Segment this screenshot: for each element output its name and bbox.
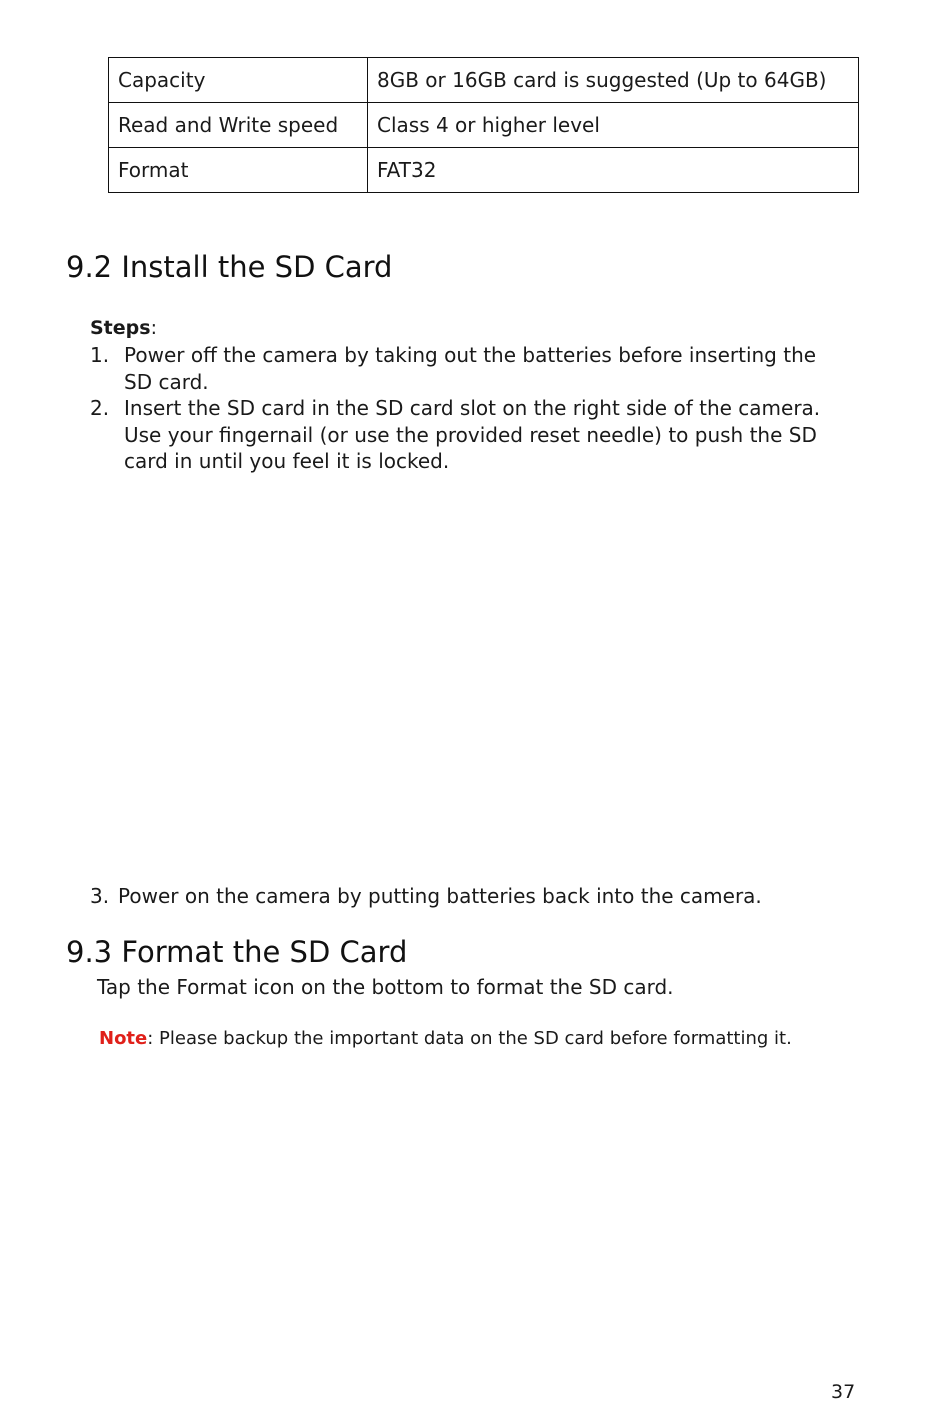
table-cell-label: Format <box>109 148 368 193</box>
step-text: Power off the camera by taking out the batteries before inserting the SD card. <box>124 343 817 394</box>
table-cell-label: Capacity <box>109 58 368 103</box>
section-heading-format: 9.3 Format the SD Card <box>66 935 408 969</box>
note-label: Note <box>99 1028 148 1049</box>
step-text: Power on the camera by putting batteries back into the camera. <box>118 884 762 908</box>
table-cell-value: FAT32 <box>368 148 859 193</box>
sd-card-spec-table <box>108 57 859 193</box>
table-row <box>109 103 859 148</box>
step-number: 2. <box>90 396 110 420</box>
note-text: : Please backup the important data on the SD card before formatting it. <box>147 1028 792 1049</box>
table-row <box>109 58 859 103</box>
step-number: 1. <box>90 343 110 367</box>
steps-label-colon: : <box>150 317 157 339</box>
table-cell-value: 8GB or 16GB card is suggested (Up to 64GB) <box>368 58 859 103</box>
table-row <box>109 148 859 193</box>
section-heading-install: 9.2 Install the SD Card <box>66 250 393 284</box>
format-instruction: Tap the Format icon on the bottom to format the SD card. <box>97 975 674 999</box>
steps-label-text: Steps <box>90 317 151 339</box>
step-text: Insert the SD card in the SD card slot on the right side of the camera. Use your fingernail (or use the provided reset needle) to push the SD card in until you feel it is locked. <box>124 396 821 473</box>
step-number: 3. <box>90 884 110 908</box>
table-cell-value: Class 4 or higher level <box>368 103 859 148</box>
steps-label <box>90 317 157 339</box>
page-number: 37 <box>831 1381 856 1403</box>
note <box>99 1028 792 1049</box>
table-cell-label: Read and Write speed <box>109 103 368 148</box>
